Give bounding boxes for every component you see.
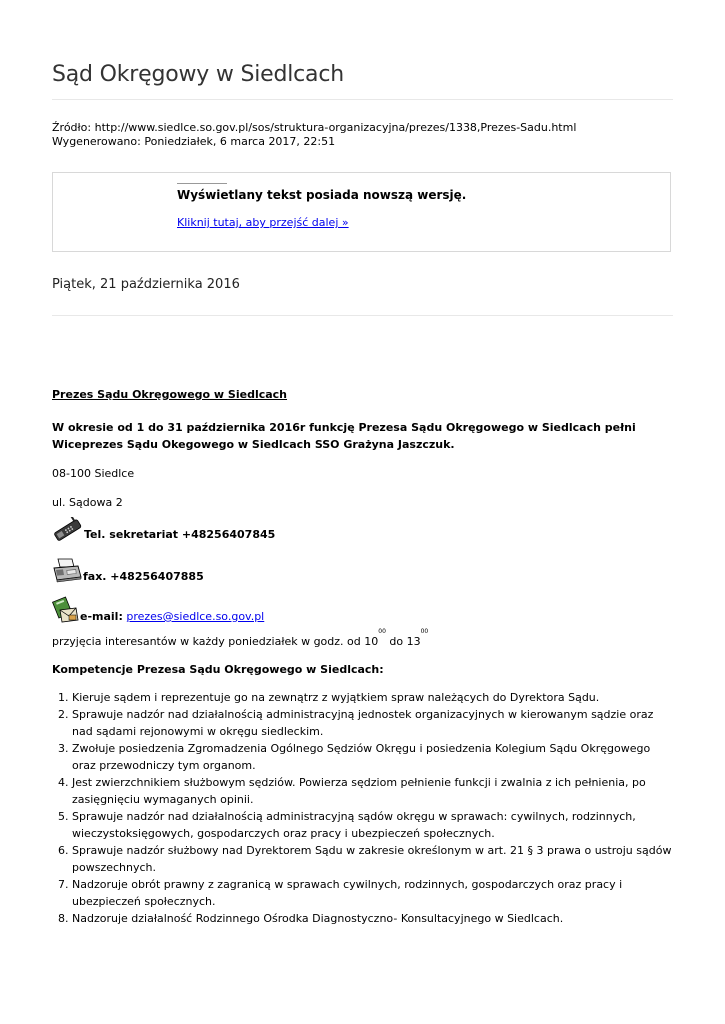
fax-number: fax. +48256407885 — [83, 570, 204, 583]
generated-value: Poniedziałek, 6 marca 2017, 22:51 — [144, 135, 336, 148]
notice-title: Wyświetlany tekst posiada nowszą wersję. — [177, 188, 467, 202]
source-label: Źródło: — [52, 121, 92, 134]
source-line — [52, 121, 576, 135]
notice-divider — [177, 183, 227, 184]
hours-text: przyjęcia interesantów w każdy poniedziałek w godz. od 10 — [52, 635, 379, 648]
email-label: e-mail: — [80, 610, 123, 623]
article-heading: Prezes Sądu Okręgowego w Siedlcach — [52, 388, 288, 401]
list-item: 3. Zwołuje posiedzenia Zgromadzenia Ogólnego Sędziów Okręgu i posiedzenia Kolegium Sądu Okręgowego oraz przewodniczy tym organom. — [72, 740, 672, 774]
source-url: http://www.siedlce.so.gov.pl/sos/struktura-organizacyjna/prezes/1338,Prezes-Sadu.html — [94, 121, 577, 134]
article-intro: W okresie od 1 do 31 października 2016r funkcję Prezesa Sądu Okręgowego w Siedlcach pełni Wiceprezes Sądu Okegowego w Siedlcach SSO Grażyna Jaszczuk. — [52, 421, 636, 451]
list-item: 1. Kieruje sądem i reprezentuje go na zewnątrz z wyjątkiem spraw należących do Dyrektora Sądu. — [72, 689, 672, 706]
generated-label: Wygenerowano: — [52, 135, 141, 148]
competences-heading: Kompetencje Prezesa Sądu Okręgowego w Siedlcach: — [52, 663, 384, 676]
generated-line — [52, 135, 576, 149]
list-item: 7. Nadzoruje obrót prawny z zagranicą w sprawach cywilnych, rodzinnych, gospodarczych oraz pracy i ubezpieczeń społecznych. — [72, 876, 672, 910]
list-item: 4. Jest zwierzchnikiem służbowym sędziów. Powierza sędziom pełnienie funkcji i zwalnia z ich pełnienia, po zasięgnięciu wymaganych opinii. — [72, 774, 672, 808]
date-divider — [52, 315, 673, 316]
hours-mid: do 13 — [385, 635, 421, 648]
hours-start-minutes: 00 — [378, 628, 386, 635]
email-row — [52, 595, 672, 625]
fax-row — [52, 555, 672, 585]
phone-row — [52, 517, 672, 543]
phone-number: Tel. sekretariat +48256407845 — [84, 528, 276, 541]
new-version-notice — [52, 172, 671, 252]
page-meta — [52, 121, 576, 149]
page-title: Sąd Okręgowy w Siedlcach — [52, 62, 344, 87]
email-link[interactable]: prezes@siedlce.so.gov.pl — [126, 610, 265, 623]
phone-icon — [52, 517, 82, 543]
article-content — [52, 386, 672, 927]
newer-version-link[interactable]: Kliknij tutaj, aby przejść dalej » — [177, 216, 349, 229]
postal-code: 08-100 Siedlce — [52, 467, 135, 480]
hours-end-minutes: 00 — [420, 628, 429, 635]
title-divider — [52, 99, 673, 100]
list-item: 5. Sprawuje nadzór nad działalnością administracyjną sądów okręgu w sprawach: cywilnych, rodzinnych, wieczystoksięgowych, gospodarczych oraz pracy i ubezpieczeń społecznych. — [72, 808, 672, 842]
article-date: Piątek, 21 października 2016 — [52, 277, 240, 292]
street-address: ul. Sądowa 2 — [52, 496, 123, 509]
competences-list — [52, 689, 672, 927]
list-item: 8. Nadzoruje działalność Rodzinnego Ośrodka Diagnostyczno- Konsultacyjnego w Siedlcach. — [72, 910, 672, 927]
fax-icon — [52, 555, 82, 585]
email-icon — [52, 595, 80, 625]
list-item: 6. Sprawuje nadzór służbowy nad Dyrektorem Sądu w zakresie określonym w art. 21 § 3 prawa o ustroju sądów powszechnych. — [72, 842, 672, 876]
office-hours — [52, 628, 672, 650]
list-item: 2. Sprawuje nadzór nad działalnością administracyjną jednostek organizacyjnych w kierowanym sądzie oraz nad sądami rejonowymi w okręgu siedleckim. — [72, 706, 672, 740]
